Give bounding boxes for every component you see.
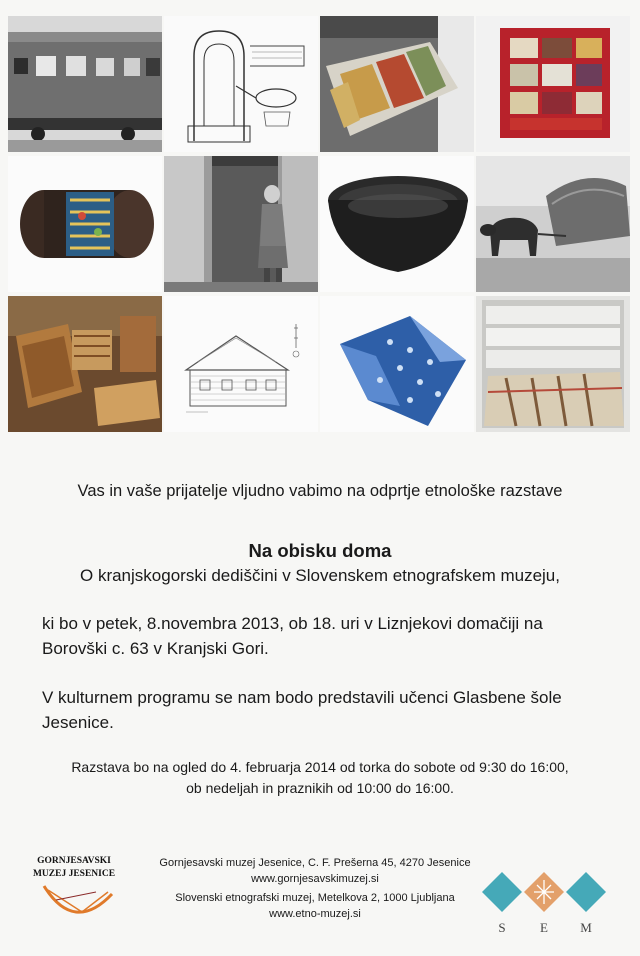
opening-details: ki bo v petek, 8.novembra 2013, ob 18. uri v Liznjekovi domačiji na Borovški c. 63 v Kranjski Gori. — [42, 614, 543, 658]
textile-drawers-photo — [476, 296, 630, 432]
opening-hours-line2: ob nedeljah in praznikih od 10:00 do 16:00. — [186, 780, 454, 796]
patchwork-textile-photo — [476, 16, 630, 152]
museum2-info — [130, 890, 500, 922]
logo-left-line2: MUZEJ JESENICE — [32, 869, 116, 879]
invitation-line: Vas in vaše prijatelje vljudno vabimo na odprtje etnološke razstave — [77, 482, 563, 500]
cultural-program: V kulturnem programu se nam bodo predstavili učenci Glasbene šole Jesenice. — [42, 688, 562, 732]
oxen-hay-cart-photo — [476, 156, 630, 292]
museum2-url[interactable]: www.etno-muzej.si — [269, 908, 361, 920]
woman-doorway-photo — [164, 156, 318, 292]
opening-hours — [0, 757, 640, 799]
sem-letter-m: M — [580, 920, 592, 935]
train-carriage-photo — [8, 16, 162, 152]
black-bowl-photo — [320, 156, 474, 292]
fur-roll-photo — [8, 156, 162, 292]
museum1-url[interactable]: www.gornjesavskimuzej.si — [251, 873, 379, 885]
exhibition-title: Na obisku doma — [248, 540, 392, 561]
museum1-address: Gornjesavski muzej Jesenice, C. F. Prešerna 45, 4270 Jesenice — [159, 857, 471, 869]
sem-letter-s: S — [498, 920, 506, 935]
farmhouse-drawing — [164, 296, 318, 432]
oven-sketch — [164, 16, 318, 152]
sem-letter-e: E — [540, 920, 548, 935]
museum2-address: Slovenski etnografski muzej, Metelkova 2, 1000 Ljubljana — [175, 892, 455, 904]
exhibition-subtitle: O kranjskogorski dediščini v Slovenskem etnografskem muzeju, — [80, 566, 560, 585]
photo-collage — [8, 16, 632, 432]
sem-logo — [480, 862, 608, 936]
logo-left-line1: GORNJESAVSKI — [37, 856, 111, 866]
wooden-boxes-photo — [8, 296, 162, 432]
gornjesavski-muzej-logo — [26, 852, 122, 936]
blue-scarf-photo — [320, 296, 474, 432]
museum1-info — [130, 855, 500, 887]
museum-storage-photo — [320, 16, 474, 152]
opening-hours-line1: Razstava bo na ogled do 4. februarja 2014 od torka do sobote od 9:30 do 16:00, — [71, 759, 569, 775]
